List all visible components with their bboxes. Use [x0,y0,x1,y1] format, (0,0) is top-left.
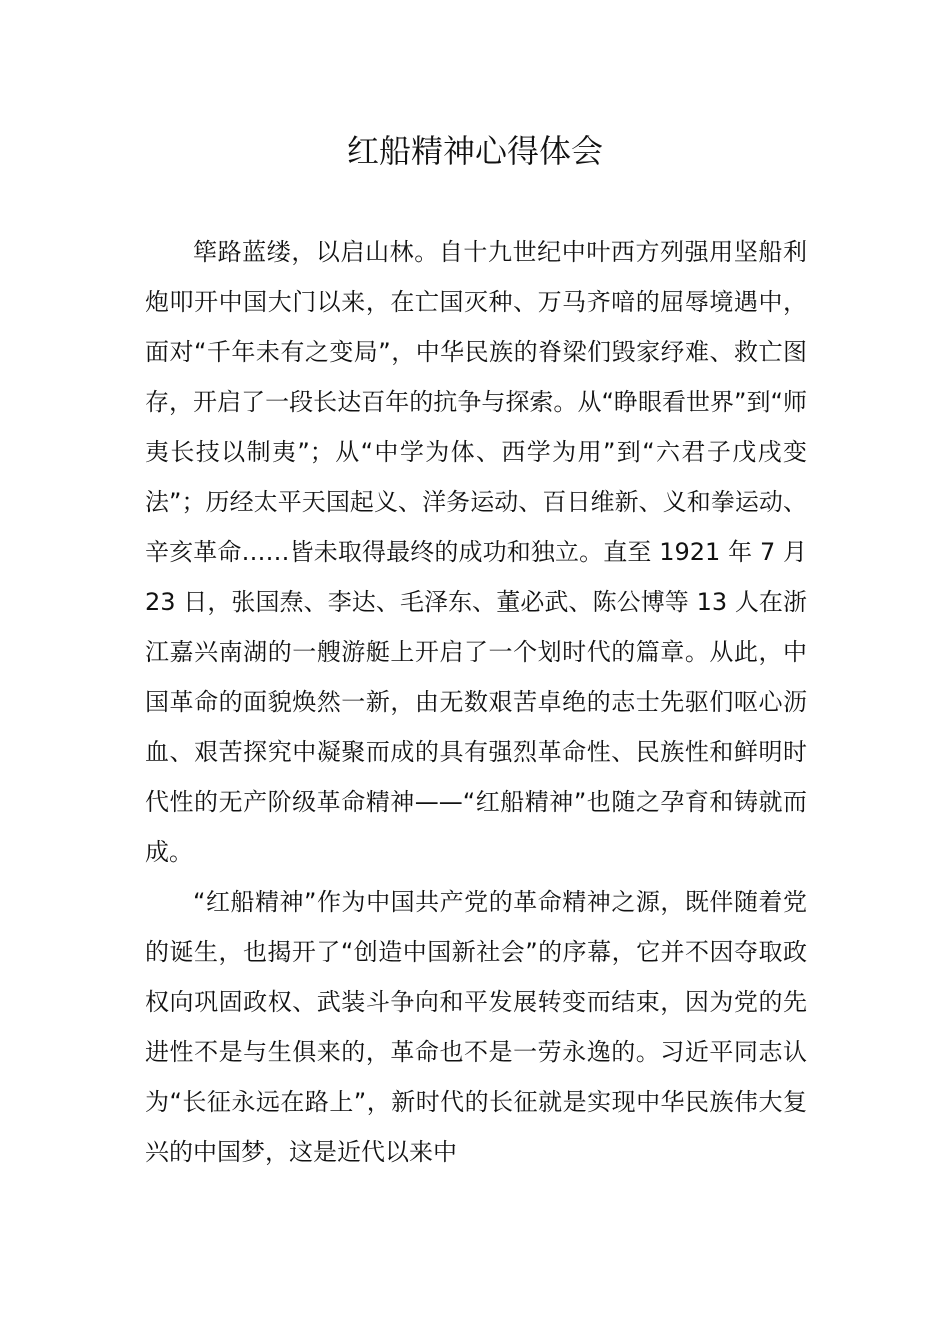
paragraph: 筚路蓝缕，以启山林。自十九世纪中叶西方列强用坚船利炮叩开中国大门以来，在亡国灭种、万马齐喑的屈辱境遇中，面对“千年未有之变局”，中华民族的脊梁们毁家纾难、救亡图存，开启了一段长达百年的抗争与探索。从“睁眼看世界”到“师夷长技以制夷”；从“中学为体、西学为用”到“六君子戊戌变法”；历经太平天国起义、洋务运动、百日维新、义和拳运动、辛亥革命……皆未取得最终的成功和独立。直至 1921 年 7 月 23 日，张国焘、李达、毛泽东、董必武、陈公博等 13 人在浙江嘉兴南湖的一艘游艇上开启了一个划时代的篇章。从此，中国革命的面貌焕然一新，由无数艰苦卓绝的志士先驱们呕心沥血、艰苦探究中凝聚而成的具有强烈革命性、民族性和鲜明时代性的无产阶级革命精神——“红船精神”也随之孕育和铸就而成。 [145,238,807,866]
document-body [145,227,807,1177]
paragraph: “红船精神”作为中国共产党的革命精神之源，既伴随着党的诞生，也揭开了“创造中国新社会”的序幕，它并不因夺取政权向巩固政权、武装斗争向和平发展转变而结束，因为党的先进性不是与生俱来的，革命也不是一劳永逸的。习近平同志认为“长征永远在路上”，新时代的长征就是实现中华民族伟大复兴的中国梦，这是近代以来中 [145,888,807,1166]
document-title: 红船精神心得体会 [346,132,603,170]
